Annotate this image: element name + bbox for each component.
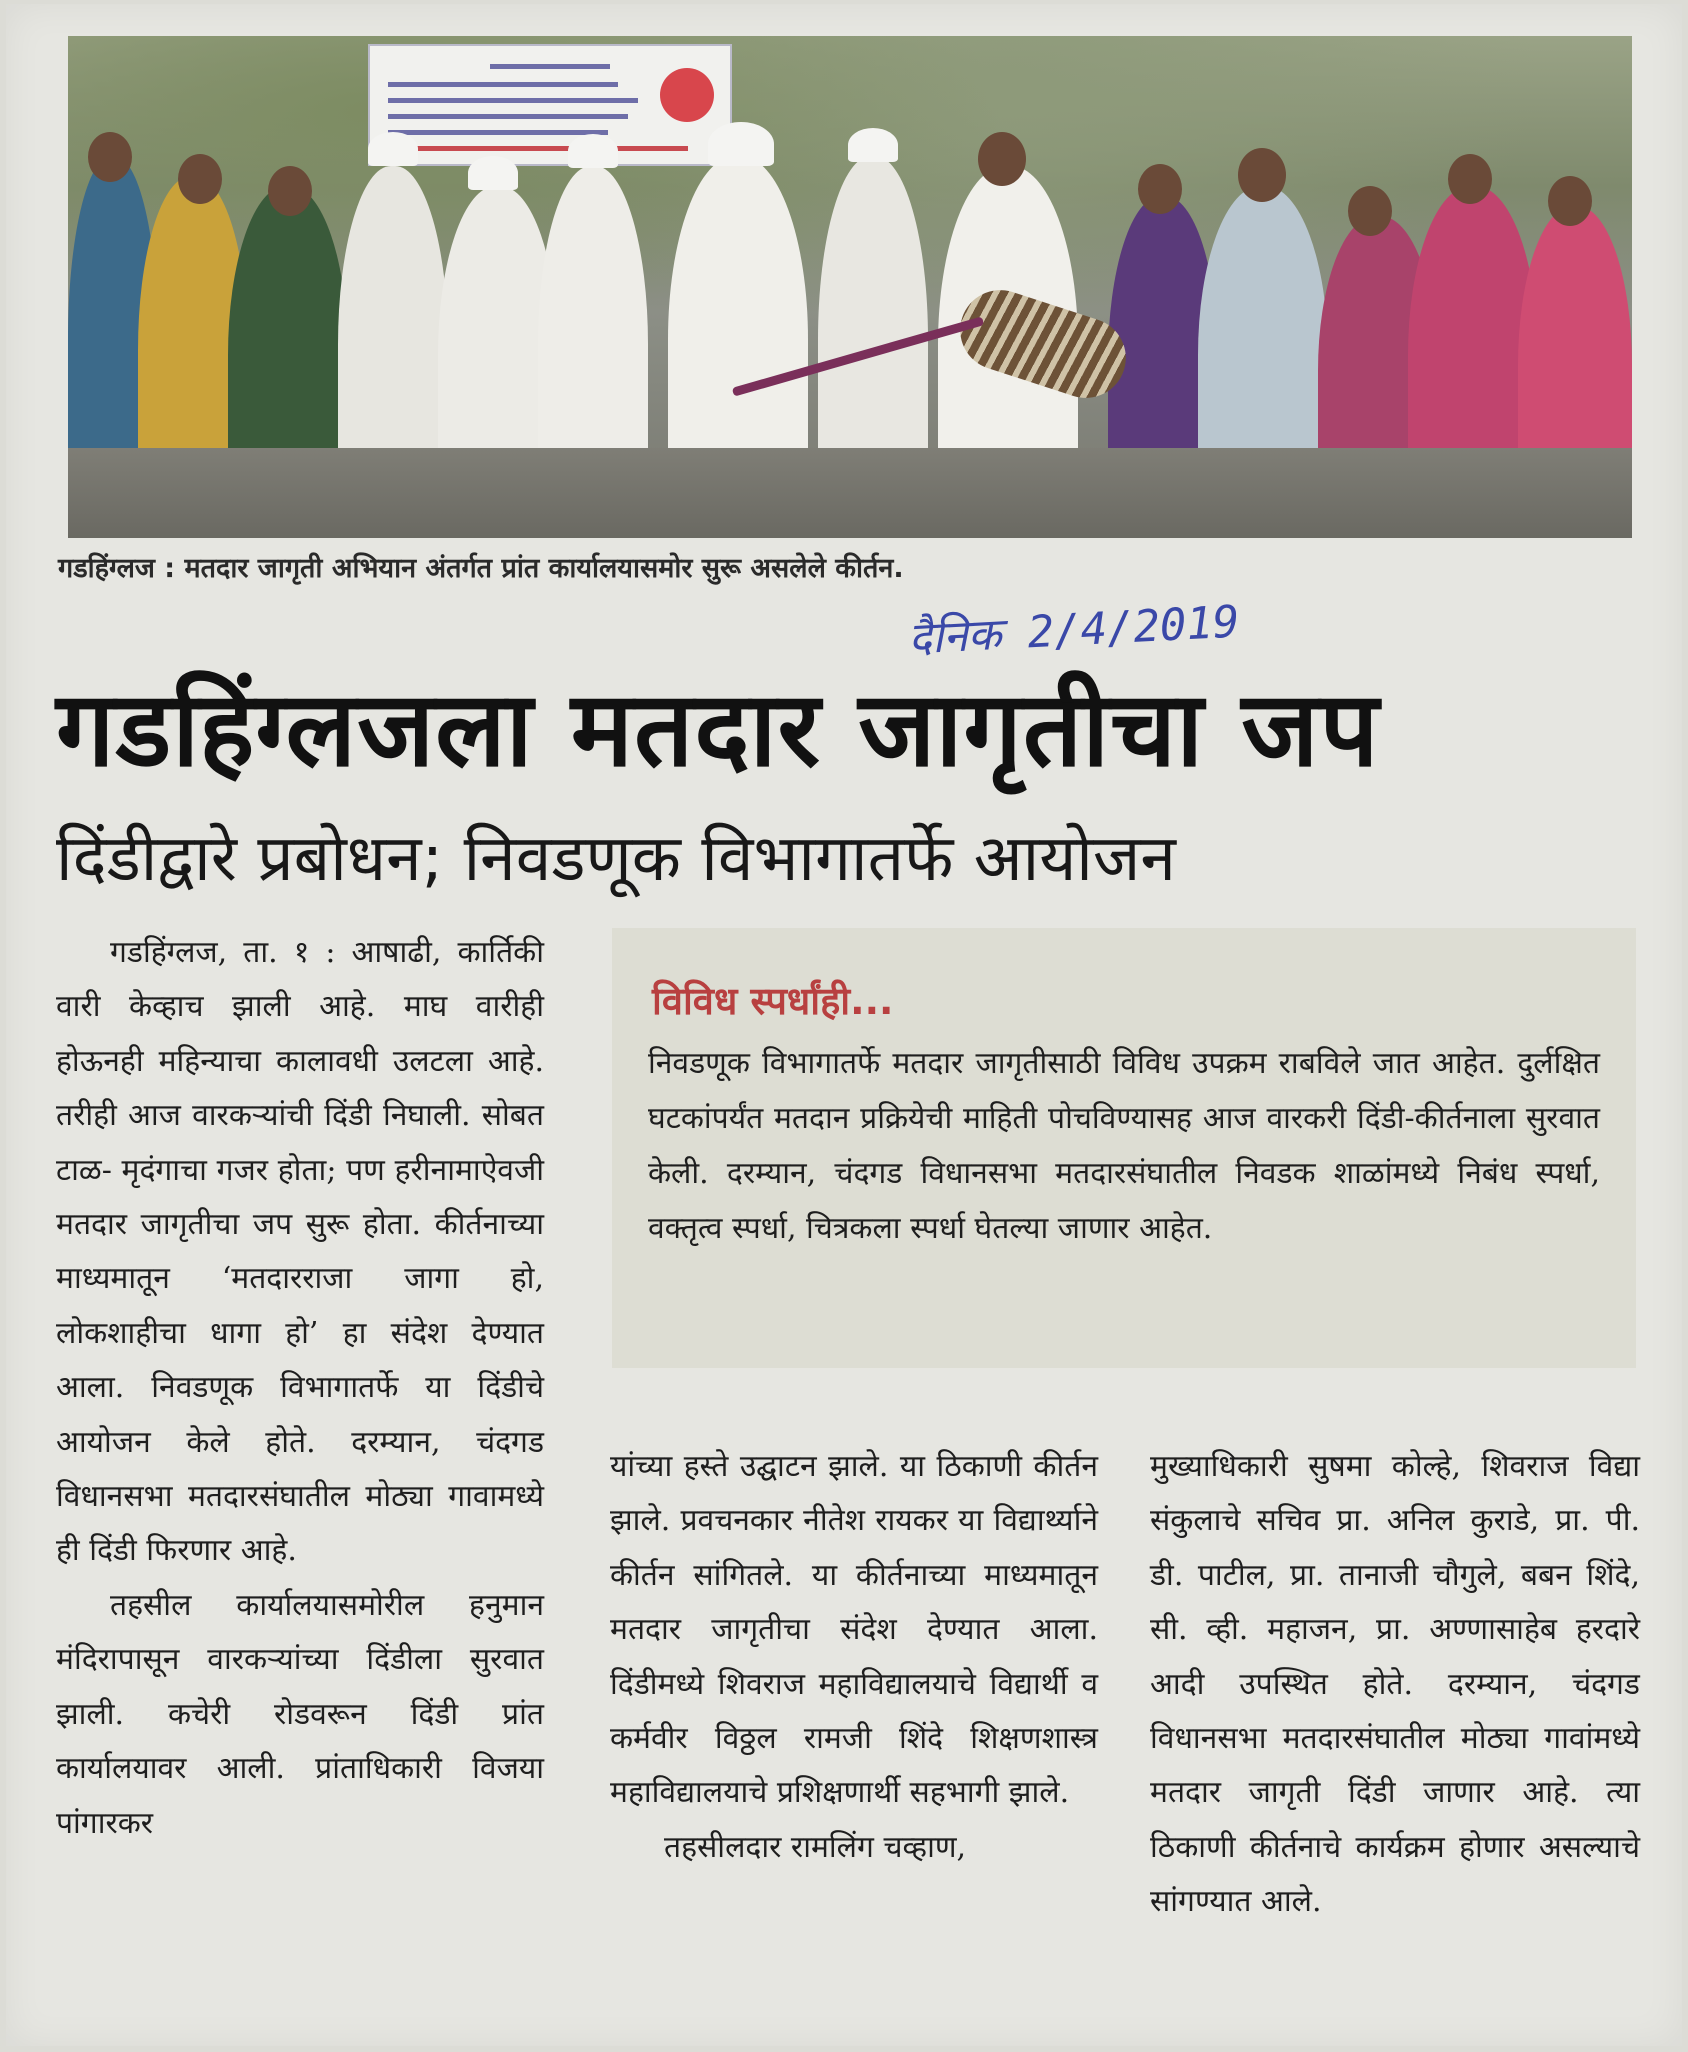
handwritten-date-note: दैनिक 2/4/2019 [907,596,1241,665]
article-column-3 [1150,1440,1640,1930]
article-paragraph: तहसील कार्यालयासमोरील हनुमान मंदिरापासून वारकऱ्यांच्या दिंडीला सुरवात झाली. कचेरी रोडवरून दिंडी प्रांत कार्यालयावर आली. प्रांताधिकारी विजया पांगारकर [56,1587,544,1841]
article-paragraph: गडहिंग्लज, ता. १ : आषाढी, कार्तिकी वारी केव्हाच झाली आहे. माघ वारीही होऊनही महिन्याचा कालावधी उलटला आहे. तरीही आज वारकऱ्यांची दिंडी निघाली. सोबत टाळ- मृदंगाचा गजर होता; पण हरीनामाऐवजी मतदार जागृतीचा जप सुरू होता. कीर्तनाच्या माध्यमातून ‘मतदारराजा जागा हो, लोकशाहीचा धागा हो’ हा संदेश देण्यात आला. निवडणूक विभागातर्फे या दिंडीचे आयोजन केले होते. दरम्यान, चंदगड विधानसभा मतदारसंघातील मोठ्या गावामध्ये ही दिंडी फिरणार आहे. [56,935,544,1569]
article-paragraph: तहसीलदार रामलिंग चव्हाण, [664,1829,967,1865]
article-paragraph: मुख्याधिकारी सुषमा कोल्हे, शिवराज विद्या संकुलाचे सचिव प्रा. अनिल कुराडे, प्रा. पी. डी. पाटील, प्रा. तानाजी चौगुले, बबन शिंदे, सी. व्ही. महाजन, प्रा. अण्णासाहेब हरदारे आदी उपस्थित होते. दरम्यान, चंदगड विधानसभा मतदारसंघातील मोठ्या गावांमध्ये मतदार जागृती दिंडी जाणार आहे. त्या ठिकाणी कीर्तनाचे कार्यक्रम होणार असल्याचे सांगण्यात आले. [1150,1449,1640,1920]
procession-photo [68,36,1632,538]
article-column-1 [56,926,544,1851]
awareness-banner [368,44,732,166]
article-column-2 [610,1440,1098,1875]
headline: गडहिंग्लजला मतदार जागृतीचा जप [56,668,1380,790]
subheadline: दिंडीद्वारे प्रबोधन; निवडणूक विभागातर्फे आयोजन [56,822,1176,896]
article-paragraph: यांच्या हस्ते उद्घाटन झाले. या ठिकाणी कीर्तन झाले. प्रवचनकार नीतेश रायकर या विद्यार्थ्याने कीर्तन सांगितले. या कीर्तनाच्या माध्यमातून मतदार जागृतीचा संदेश देण्यात आला. दिंडीमध्ये शिवराज महाविद्यालयाचे विद्यार्थी व कर्मवीर विठ्ठल रामजी शिंदे शिक्षणशास्त्र महाविद्यालयाचे प्रशिक्षणार्थी सहभागी झाले. [610,1449,1098,1811]
sidebar-body: निवडणूक विभागातर्फे मतदार जागृतीसाठी विविध उपक्रम राबविले जात आहेत. दुर्लक्षित घटकांपर्यंत मतदान प्रक्रियेची माहिती पोचविण्यासह आज वारकरी दिंडी-कीर्तनाला सुरवात केली. दरम्यान, चंदगड विधानसभा मतदारसंघातील निवडक शाळांमध्ये निबंध स्पर्धा, वक्तृत्व स्पर्धा, चित्रकला स्पर्धा घेतल्या जाणार आहेत. [648,1046,1600,1246]
seal-icon [660,68,714,122]
photo-caption: गडहिंग्लज : मतदार जागृती अभियान अंतर्गत प्रांत कार्यालयासमोर सुरू असलेले कीर्तन. [58,553,904,584]
sidebar-box [612,928,1636,1368]
sidebar-title: विविध स्पर्धांही... [652,979,894,1023]
